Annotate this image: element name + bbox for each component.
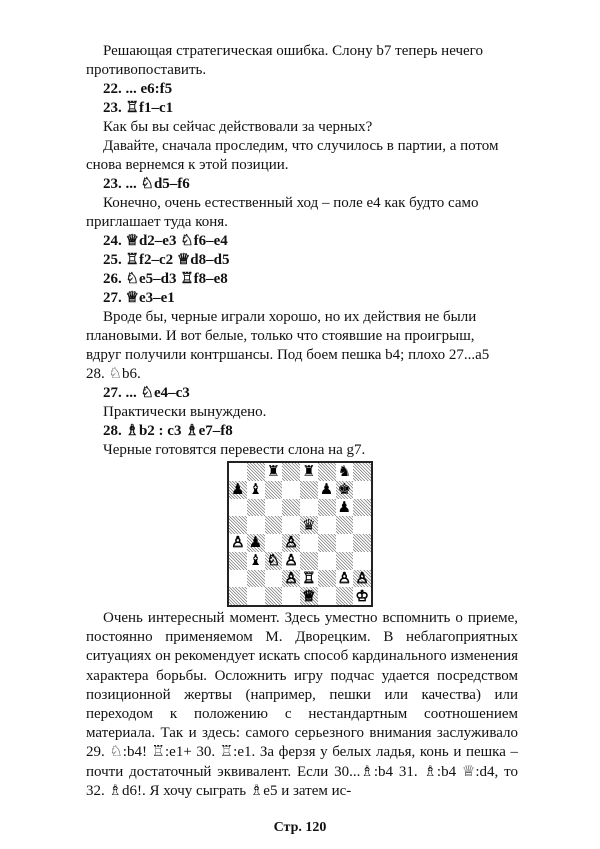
top-text — [86, 42, 518, 460]
bottom-text — [86, 609, 518, 801]
move-line: 27. ♕e3–e1 — [103, 290, 175, 306]
chess-piece: ♙ — [231, 533, 245, 552]
board-square — [300, 516, 318, 534]
board-square — [336, 534, 354, 552]
board-square — [353, 534, 371, 552]
paragraph: Как бы вы сейчас действовали за черных? — [103, 119, 373, 135]
paragraph: Практически вынуждено. — [103, 404, 267, 420]
board-square — [353, 463, 371, 481]
board-square — [282, 587, 300, 605]
board-square — [300, 481, 318, 499]
paragraph: снова вернемся к этой позиции. — [86, 157, 289, 173]
paragraph: 28. ♘b6. — [86, 366, 141, 382]
paragraph: Вроде бы, черные играли хорошо, но их действия не были — [103, 309, 477, 325]
board-square — [229, 499, 247, 517]
board-square — [229, 516, 247, 534]
move-line: 23. ♖f1–c1 — [103, 100, 174, 116]
chess-board-grid — [229, 463, 371, 605]
board-square — [247, 499, 265, 517]
board-square — [318, 463, 336, 481]
chess-piece: ♔ — [355, 586, 369, 605]
board-square — [300, 587, 318, 605]
board-square — [300, 534, 318, 552]
move-line: 27. ... ♘e4–c3 — [103, 385, 190, 401]
chess-diagram — [227, 461, 373, 607]
board-square — [353, 516, 371, 534]
chess-piece: ♞ — [337, 462, 352, 481]
paragraph: Очень интересный момент. Здесь уместно вспомнить о приеме, постоянно применяемом М. Дворецким. В неблагоприятных ситуациях он рекомендует искать способ кардинального изменения характера борьбы. Осложнить игру подчас удается посредством позиционной жертвы (например, пешки или качества) или переходом к положению с нестандартным соотношением материала. Так и здесь: самого серьезного внимания заслуживало 29. ♘:b4! ♖:e1+ 30. ♖:e1. За ферзя у белых ладья, конь и пешка – почти достаточный эквивалент. Если 30...♗:b4 31. ♗:b4 ♕:d4, то 32. ♗d6!. Я хочу сыграть ♗e5 и затем ис- — [86, 610, 518, 799]
paragraph: противопоставить. — [86, 62, 207, 78]
board-square — [300, 499, 318, 517]
board-square — [265, 587, 283, 605]
chess-piece: ♙ — [355, 568, 369, 587]
board-square — [300, 463, 318, 481]
move-line: 26. ♘e5–d3 ♖f8–e8 — [103, 271, 228, 287]
page-number: Стр. 120 — [273, 820, 327, 835]
board-square — [300, 570, 318, 588]
board-square — [247, 516, 265, 534]
board-square — [318, 534, 336, 552]
board-square — [229, 463, 247, 481]
paragraph: Черные готовятся перевести слона на g7. — [103, 442, 366, 458]
move-line: 28. ♗b2 : c3 ♗e7–f8 — [103, 423, 233, 439]
paragraph: приглашает туда коня. — [86, 214, 228, 230]
board-square — [336, 552, 354, 570]
board-square — [247, 481, 265, 499]
board-square — [336, 481, 354, 499]
chess-piece: ♝ — [248, 551, 263, 570]
board-square — [318, 481, 336, 499]
board-square — [282, 516, 300, 534]
board-square — [265, 499, 283, 517]
paragraph: вдруг получили контршансы. Под боем пешка b4; плохо 27...a5 — [86, 347, 490, 363]
board-square — [265, 516, 283, 534]
chess-piece: ♙ — [284, 533, 298, 552]
board-square — [336, 499, 354, 517]
chess-piece: ♙ — [337, 568, 352, 587]
board-square — [247, 570, 265, 588]
board-square — [282, 534, 300, 552]
paragraph: плановыми. И вот белые, только что стоявшие на проигрыш, — [86, 328, 475, 344]
board-square — [353, 587, 371, 605]
board-square — [265, 463, 283, 481]
board-square — [318, 516, 336, 534]
chess-piece: ♘ — [266, 551, 281, 570]
chess-piece: ♙ — [284, 551, 298, 570]
chess-piece: ♚ — [337, 480, 352, 499]
chess-piece: ♙ — [284, 568, 298, 587]
board-square — [318, 587, 336, 605]
paragraph: Конечно, очень естественный ход – поле е4 как будто само — [103, 195, 479, 211]
board-square — [247, 552, 265, 570]
board-square — [282, 499, 300, 517]
board-square — [336, 570, 354, 588]
chess-piece: ♟ — [319, 480, 334, 499]
board-square — [229, 587, 247, 605]
board-square — [318, 499, 336, 517]
move-line: 22. ... е6:f5 — [103, 81, 173, 97]
chess-piece: ♜ — [266, 462, 281, 481]
board-square — [353, 481, 371, 499]
move-line: 25. ♖f2–c2 ♕d8–d5 — [103, 252, 230, 268]
move-line: 23. ... ♘d5–f6 — [103, 176, 190, 192]
chess-piece: ♜ — [302, 462, 316, 481]
board-square — [282, 552, 300, 570]
chess-piece: ♝ — [248, 480, 263, 499]
board-square — [336, 587, 354, 605]
board-square — [318, 552, 336, 570]
paragraph: Решающая стратегическая ошибка. Слону b7 теперь нечего — [103, 43, 483, 59]
board-square — [318, 570, 336, 588]
chess-piece: ♕ — [302, 586, 316, 605]
paragraph: Давайте, сначала проследим, что случилось в партии, а потом — [103, 138, 499, 154]
move-line: 24. ♕d2–e3 ♘f6–e4 — [103, 233, 228, 249]
board-square — [229, 534, 247, 552]
board-square — [229, 552, 247, 570]
board-square — [353, 499, 371, 517]
chess-piece: ♟ — [337, 497, 352, 516]
board-square — [265, 534, 283, 552]
board-square — [353, 570, 371, 588]
board-square — [229, 481, 247, 499]
chess-piece: ♛ — [302, 515, 316, 534]
board-square — [229, 570, 247, 588]
board-square — [300, 552, 318, 570]
board-square — [282, 570, 300, 588]
board-square — [336, 463, 354, 481]
chess-piece: ♟ — [231, 480, 245, 499]
chess-piece: ♖ — [302, 568, 316, 587]
board-square — [336, 516, 354, 534]
board-square — [265, 570, 283, 588]
board-square — [265, 552, 283, 570]
board-square — [265, 481, 283, 499]
board-square — [247, 534, 265, 552]
board-square — [247, 463, 265, 481]
board-square — [353, 552, 371, 570]
board-square — [282, 463, 300, 481]
board-square — [247, 587, 265, 605]
board-square — [282, 481, 300, 499]
chess-piece: ♟ — [248, 533, 263, 552]
